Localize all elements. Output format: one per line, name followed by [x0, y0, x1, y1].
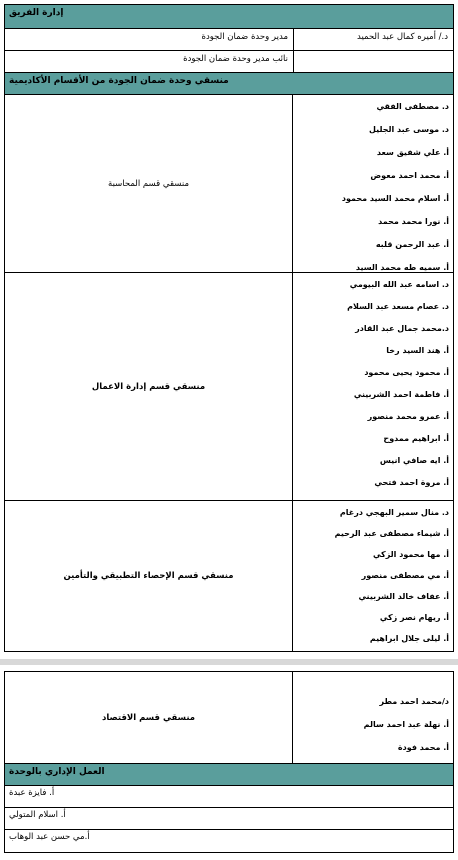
business-members	[292, 273, 453, 500]
director-role: مدير وحدة ضمان الجودة	[201, 32, 288, 42]
list-item: د. اسامه عبد الله البيومي	[349, 280, 449, 289]
statistics-members	[292, 501, 453, 651]
leadership-row-director	[5, 29, 453, 51]
admin-row	[5, 830, 453, 852]
list-item: أ. محمد فودة	[397, 743, 449, 752]
director-name: د./ أميره كمال عبد الحميد	[293, 29, 453, 50]
list-item: د.محمد جمال عبد القادر	[355, 324, 449, 333]
list-item: أ. ايه صافي انيس	[379, 456, 449, 465]
list-item: د. منال سمير البهجي درغام	[339, 508, 449, 517]
list-item: أ. فاطمة احمد الشربيني	[353, 390, 449, 399]
team-management-header	[5, 5, 453, 29]
department-row-statistics	[5, 501, 453, 651]
team-table	[4, 4, 454, 652]
list-item: أ. ليلى جلال ابراهيم	[369, 634, 449, 643]
admin-row	[5, 808, 453, 830]
department-row-economics	[5, 672, 453, 764]
economics-label: منسقي قسم الاقتصاد	[101, 712, 196, 723]
coordinators-header	[5, 73, 453, 95]
list-item: د/محمد احمد مطر	[379, 697, 449, 706]
list-item: أ. علي شفيق سعد	[376, 148, 449, 157]
coordinators-title: منسقي وحدة ضمان الجودة من الأقسام الأكاديمية	[9, 76, 229, 86]
economics-members	[292, 672, 453, 763]
admin-member: أ. اسلام المتولي	[9, 810, 66, 820]
accounting-label: منسقي قسم المحاسبة	[108, 178, 189, 189]
department-row-business	[5, 273, 453, 501]
deputy-name	[293, 51, 453, 72]
list-item: أ. مي مصطفى منصور	[361, 571, 449, 580]
list-item: أ. ريهام نصر زكي	[379, 613, 449, 622]
department-row-accounting	[5, 95, 453, 273]
list-item: أ. سميه طه محمد السيد	[355, 263, 449, 272]
accounting-members	[292, 95, 453, 272]
admin-member: أ. فايزة عبدة	[9, 788, 55, 798]
list-item: أ. عفاف خالد الشربيني	[358, 592, 449, 601]
statistics-label: منسقي قسم الإحصاء التطبيقي والتأمين	[63, 571, 234, 581]
list-item: أ. مها محمود الزكي	[372, 550, 449, 559]
admin-title: العمل الإداري بالوحدة	[9, 767, 105, 777]
leadership-row-deputy	[5, 51, 453, 73]
list-item: أ. مروة احمد فتحي	[374, 478, 449, 487]
list-item: أ. محمود يحيى محمود	[364, 368, 449, 377]
list-item: أ. محمد احمد معوض	[370, 171, 449, 180]
admin-header	[5, 764, 453, 786]
business-label: منسقي قسم إدارة الاعمال	[91, 381, 206, 392]
list-item: د. عصام مسعد عبد السلام	[347, 302, 449, 311]
admin-member: أ.مي حسن عبد الوهاب	[9, 832, 90, 842]
list-item: أ. نورا محمد محمد	[378, 217, 449, 226]
list-item: أ. عمرو محمد منصور	[367, 412, 449, 421]
list-item: د. مصطفى الفقي	[376, 102, 449, 111]
list-item: أ. عبد الرحمن قلبه	[375, 240, 449, 249]
list-item: أ. ابراهيم ممدوح	[383, 434, 449, 443]
team-management-title: إدارة الفريق	[9, 8, 64, 18]
page2-table	[4, 671, 454, 853]
admin-row	[5, 786, 453, 808]
deputy-role: نائب مدير وحدة ضمان الجودة	[183, 54, 288, 64]
list-item: أ. شيماء مصطفى عبد الرحيم	[334, 529, 449, 538]
page-separator	[0, 659, 458, 665]
list-item: د. موسى عبد الجليل	[369, 125, 449, 134]
list-item: أ. اسلام محمد السيد محمود	[341, 194, 449, 203]
list-item: أ. هند السيد رخا	[386, 346, 449, 355]
list-item: أ. نهلة عبد احمد سالم	[363, 720, 449, 729]
